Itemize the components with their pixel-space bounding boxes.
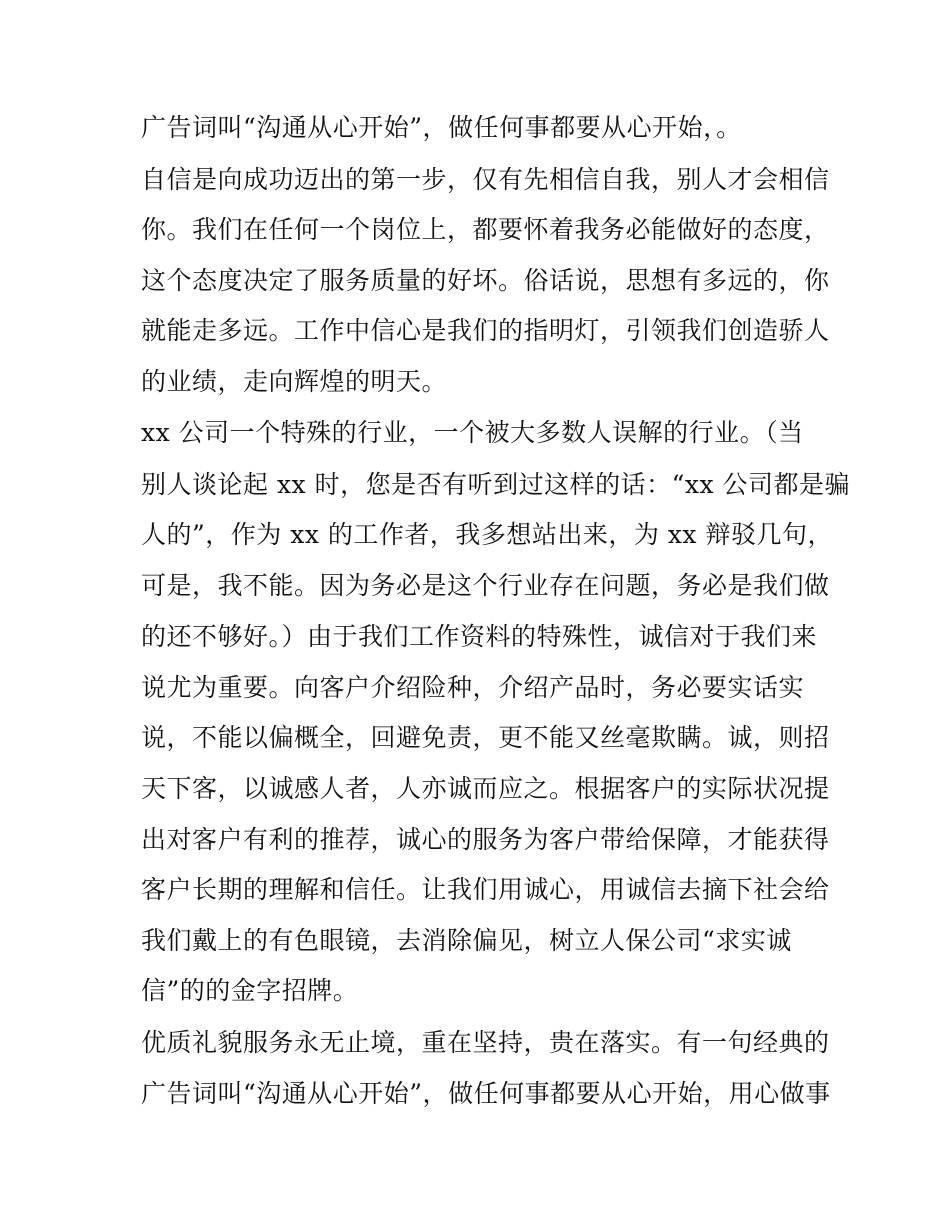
text-line: 人的”，作为 xx 的工作者，我多想站出来，为 xx 辩驳几句， bbox=[141, 520, 833, 549]
text-line: 广告词叫“沟通从心开始”，做任何事都要从心开始，。 bbox=[141, 113, 742, 142]
text-line: 优质礼貌服务永无止境，重在坚持，贵在落实。有一句经典的 bbox=[141, 1028, 830, 1057]
text-line: 的还不够好。）由于我们工作资料的特殊性，诚信对于我们来 bbox=[141, 622, 818, 651]
text-line: 客户长期的理解和信任。让我们用诚心，用诚信去摘下社会给 bbox=[141, 875, 830, 904]
text-line: 可是，我不能。因为务必是这个行业存在问题，务必是我们做 bbox=[141, 571, 830, 600]
text-line: 别人谈论起 xx 时，您是否有听到过这样的话：“xx 公司都是骗 bbox=[141, 470, 851, 499]
text-line: 信”的的金字招牌。 bbox=[141, 976, 359, 1005]
text-line: 你。我们在任何一个岗位上，都要怀着我务必能做好的态度， bbox=[141, 215, 830, 244]
text-line: 出对客户有利的推荐，诚心的服务为客户带给保障，才能获得 bbox=[141, 825, 830, 854]
text-line: 天下客，以诚感人者，人亦诚而应之。根据客户的实际状况提 bbox=[141, 774, 830, 803]
text-line: 说，不能以偏概全，回避免责，更不能又丝毫欺瞒。诚，则招 bbox=[141, 723, 830, 752]
text-line: 自信是向成功迈出的第一步，仅有先相信自我，别人才会相信 bbox=[141, 165, 830, 194]
text-line: 我们戴上的有色眼镜，去消除偏见，树立人保公司“求实诚 bbox=[141, 926, 792, 955]
text-line: 就能走多远。工作中信心是我们的指明灯，引领我们创造骄人 bbox=[141, 316, 830, 345]
text-line: xx 公司一个特殊的行业，一个被大多数人误解的行业。（当 bbox=[141, 418, 804, 447]
text-line: 的业绩，走向辉煌的明天。 bbox=[141, 367, 448, 396]
text-line: 这个态度决定了服务质量的好坏。俗话说，思想有多远的，你 bbox=[141, 266, 830, 295]
text-line: 说尤为重要。向客户介绍险种，介绍产品时，务必要实话实 bbox=[141, 673, 805, 702]
text-line: 广告词叫“沟通从心开始”，做任何事都要从心开始，用心做事 bbox=[141, 1079, 831, 1108]
